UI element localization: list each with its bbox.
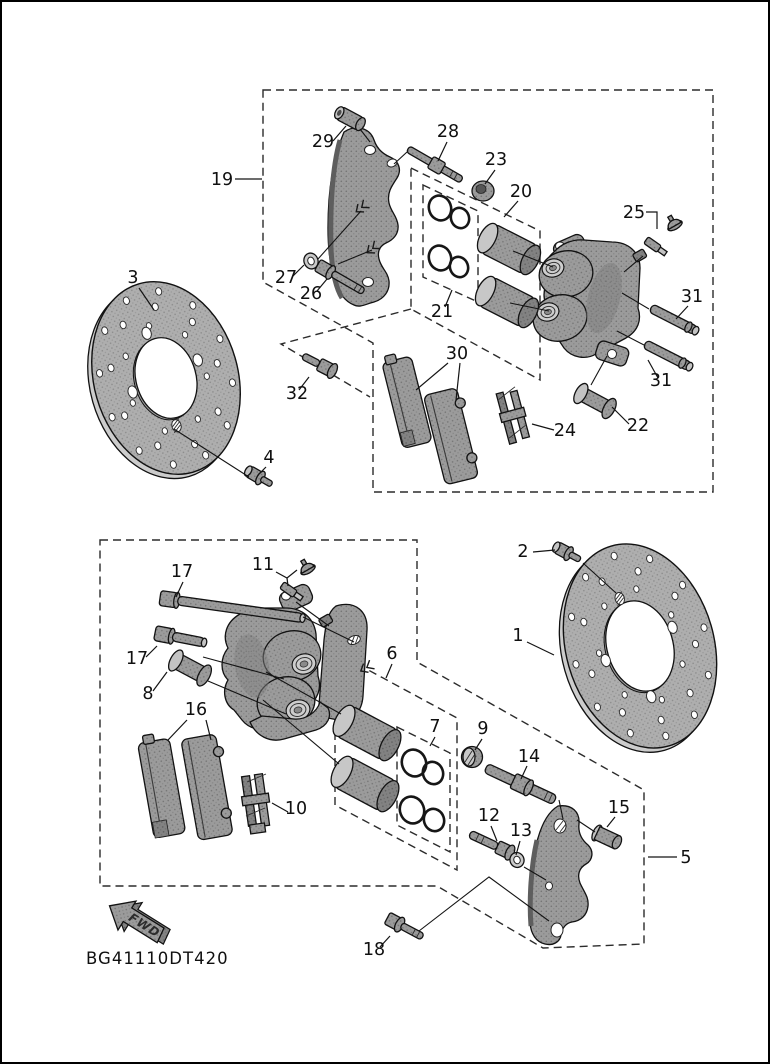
callout-17a: 17 bbox=[170, 562, 194, 582]
part-7-seal-set bbox=[396, 746, 447, 834]
callout-21: 21 bbox=[430, 302, 454, 322]
callout-26: 26 bbox=[299, 284, 323, 304]
part-29-bolt bbox=[332, 105, 367, 132]
part-30-brake-pads bbox=[380, 350, 483, 485]
callout-2: 2 bbox=[517, 542, 529, 562]
callout-14: 14 bbox=[517, 747, 541, 767]
part-8-bushing bbox=[166, 648, 215, 688]
callout-1: 1 bbox=[512, 626, 524, 646]
callout-3: 3 bbox=[127, 268, 139, 288]
callout-10: 10 bbox=[284, 799, 308, 819]
callout-7: 7 bbox=[429, 717, 441, 737]
callout-28: 28 bbox=[436, 122, 460, 142]
part-15-collar bbox=[590, 824, 624, 852]
part-9-plug bbox=[462, 747, 483, 768]
part-caliper-body-upper bbox=[528, 232, 647, 367]
callout-32: 32 bbox=[285, 384, 309, 404]
fwd-direction-arrow bbox=[101, 889, 176, 955]
part-6-pistons bbox=[327, 702, 406, 815]
part-32-union-bolt bbox=[299, 349, 339, 380]
callout-17b: 17 bbox=[125, 649, 149, 669]
callout-31b: 31 bbox=[649, 371, 673, 391]
callout-6: 6 bbox=[386, 644, 398, 664]
callout-13: 13 bbox=[509, 821, 533, 841]
callout-4: 4 bbox=[263, 448, 275, 468]
part-10-pad-support bbox=[242, 774, 270, 834]
assembly-boxes bbox=[100, 90, 713, 948]
part-20-pistons bbox=[471, 220, 545, 331]
part-16-brake-pads bbox=[136, 731, 238, 840]
drawing-code: BG41110DT420 bbox=[86, 949, 229, 968]
callout-20: 20 bbox=[509, 182, 533, 202]
callout-9: 9 bbox=[477, 719, 489, 739]
callout-31a: 31 bbox=[680, 287, 704, 307]
part-18-bolt bbox=[383, 911, 426, 944]
callout-30: 30 bbox=[445, 344, 469, 364]
callout-19: 19 bbox=[210, 170, 234, 190]
callout-5: 5 bbox=[680, 848, 692, 868]
part-25-bleed-screw bbox=[644, 212, 684, 257]
part-1-brake-disc bbox=[535, 526, 740, 771]
part-14-stud-bolt bbox=[482, 760, 558, 808]
part-17-pin-lower bbox=[153, 625, 208, 651]
callout-16: 16 bbox=[184, 700, 208, 720]
callout-8: 8 bbox=[142, 684, 154, 704]
part-24-pad-support bbox=[494, 386, 532, 445]
part-3-brake-disc bbox=[65, 264, 263, 496]
callout-18: 18 bbox=[362, 940, 386, 960]
callout-29: 29 bbox=[311, 132, 335, 152]
part-23-nut bbox=[472, 181, 494, 201]
callout-11: 11 bbox=[251, 555, 275, 575]
callout-23: 23 bbox=[484, 150, 508, 170]
callout-12: 12 bbox=[477, 806, 501, 826]
part-31-pin-bolt-upper bbox=[649, 303, 701, 337]
callout-15: 15 bbox=[607, 798, 631, 818]
part-2-disc-bolt bbox=[550, 539, 584, 566]
callout-24: 24 bbox=[553, 421, 577, 441]
fwd-arrow-label: FWD bbox=[126, 910, 163, 941]
callout-27: 27 bbox=[274, 268, 298, 288]
box-7-seal-kit bbox=[397, 727, 450, 852]
part-22-bushing bbox=[571, 381, 619, 421]
callout-25: 25 bbox=[622, 203, 646, 223]
part-31-pin-bolt-lower bbox=[643, 339, 695, 373]
callout-22: 22 bbox=[626, 416, 650, 436]
